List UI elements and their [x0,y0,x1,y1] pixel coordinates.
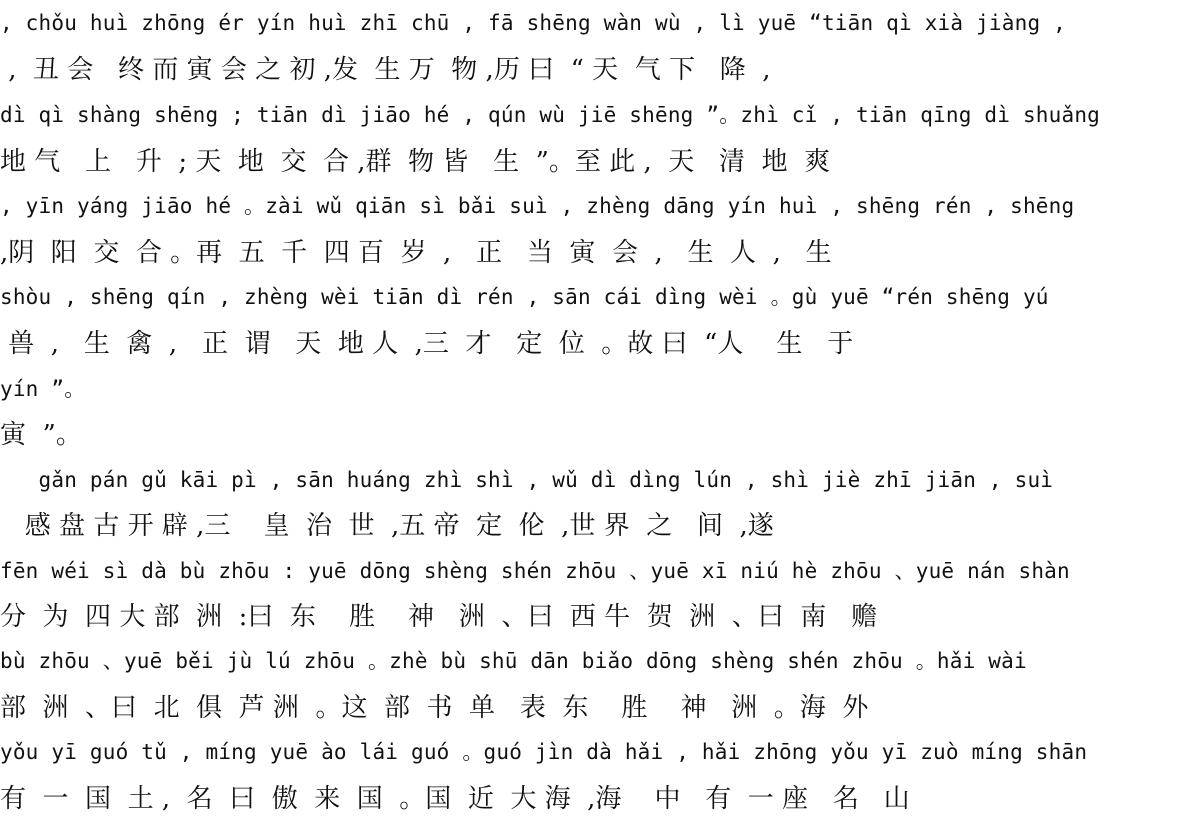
hanzi-line-8: 部 洲 、曰 北 俱 芦 洲 。这 部 书 单 表 东 胜 神 洲 。海 外 [0,693,869,723]
pinyin-line-7: fēn wéi sì dà bù zhōu : yuē dōng shèng shén zhōu 、yuē xī niú hè zhōu 、yuē nán shàn [0,559,1070,583]
pinyin-line-1: , chǒu huì zhōng ér yín huì zhī chū , fā shēng wàn wù , lì yuē “tiān qì xià jiàng , [0,11,1066,35]
hanzi-line-9: 有 一 国 土 , 名 曰 傲 来 国 。国 近 大 海 ,海 中 有 一 座 名 山 [0,784,910,814]
pinyin-line-9: yǒu yī guó tǔ , míng yuē ào lái guó 。guó jìn dà hǎi , hǎi zhōng yǒu yī zuò míng shān [0,740,1088,764]
hanzi-line-1: , 丑 会 终 而 寅 会 之 初 ,发 生 万 物 ,历 曰 “ 天 气 下 降 , [0,55,771,85]
pinyin-line-4: shòu , shēng qín , zhèng wèi tiān dì rén , sān cái dìng wèi 。gù yuē “rén shēng yú [0,285,1049,309]
hanzi-line-6: 感 盘 古 开 辟 ,三 皇 治 世 ,五 帝 定 伦 ,世 界 之 间 ,遂 [0,511,774,541]
pinyin-line-2: dì qì shàng shēng ; tiān dì jiāo hé , qún wù jiē shēng ”。zhì cǐ , tiān qīng dì shuǎng [0,103,1101,127]
pinyin-line-5: yín ”。 [0,377,86,401]
hanzi-line-4: 兽 , 生 禽 , 正 谓 天 地 人 ,三 才 定 位 。故 曰 “人 生 于 [0,329,854,359]
hanzi-line-2: 地 气 上 升 ; 天 地 交 合 ,群 物 皆 生 ”。至 此 , 天 清 地 爽 [0,147,831,177]
pinyin-line-6: gǎn pán gǔ kāi pì , sān huáng zhì shì , wǔ dì dìng lún , shì jiè zhī jiān , suì [0,468,1054,492]
hanzi-line-7: 分 为 四 大 部 洲 :曰 东 胜 神 洲 、曰 西 牛 贺 洲 、曰 南 赡 [0,602,878,632]
pinyin-line-3: , yīn yáng jiāo hé 。zài wǔ qiān sì bǎi suì , zhèng dāng yín huì , shēng rén , shēng [0,194,1075,218]
hanzi-line-5: 寅 ”。 [0,420,82,450]
pinyin-line-8: bù zhōu 、yuē běi jù lú zhōu 。zhè bù shū dān biǎo dōng shèng shén zhōu 。hǎi wài [0,649,1027,673]
hanzi-line-3: ,阴 阳 交 合 。再 五 千 四 百 岁 , 正 当 寅 会 , 生 人 , 生 [0,238,832,268]
